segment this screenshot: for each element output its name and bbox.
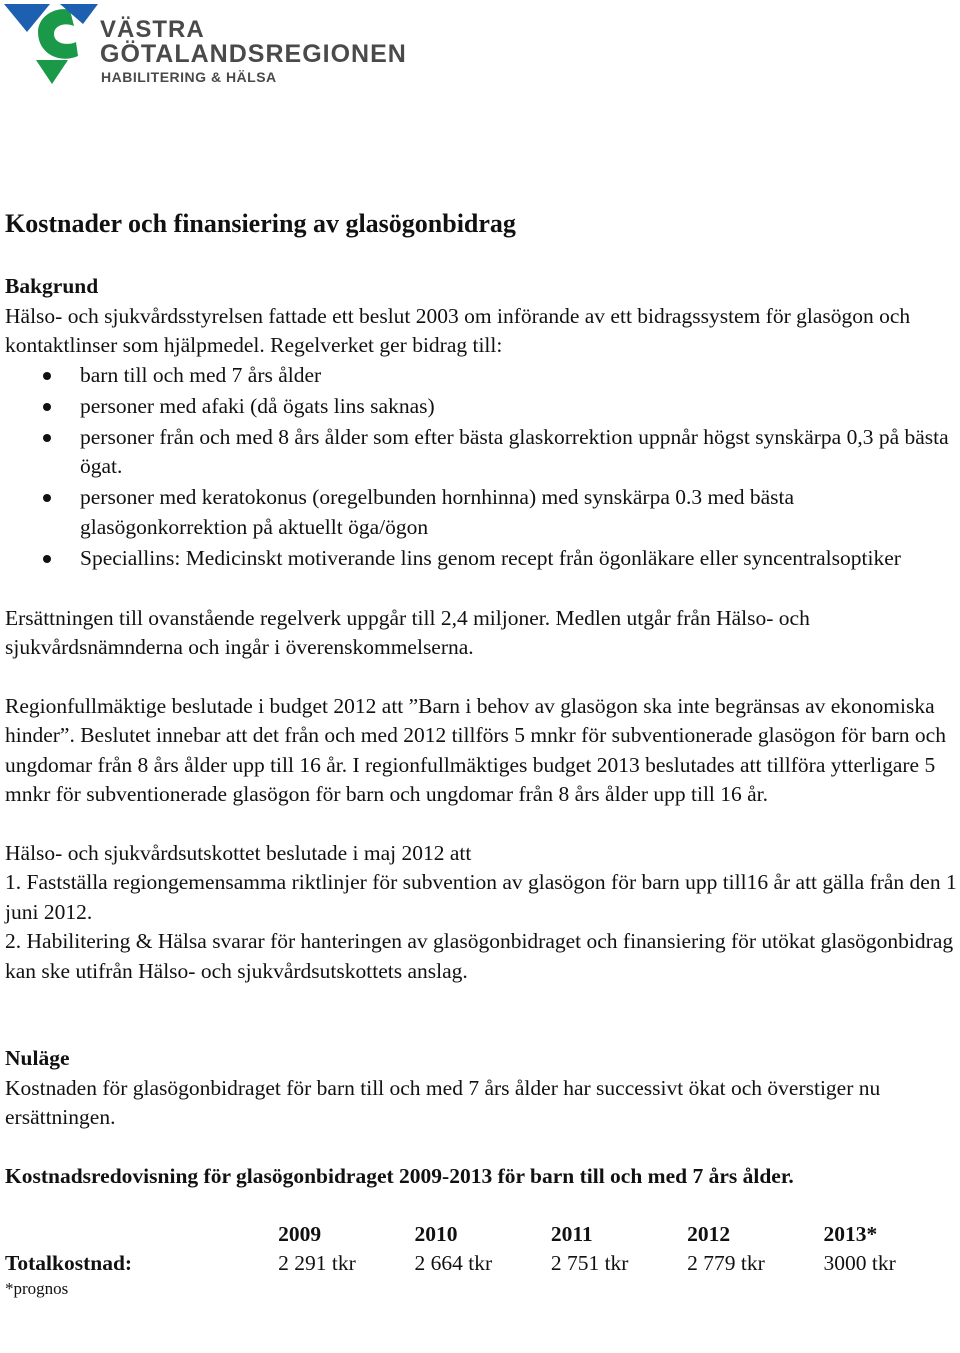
background-intro: Hälso- och sjukvårdsstyrelsen fattade ett beslut 2003 om införande av ett bidragssystem för glasögon och kontaktlinser som hjälpmedel. Regelverket ger bidrag till:	[5, 303, 911, 357]
table-cell: 2 751 tkr	[550, 1251, 629, 1275]
cost-report-heading: Kostnadsredovisning för glasögonbidraget 2009-2013 för barn till och med 7 års ålder.	[5, 1163, 794, 1188]
table-header-year: 2013*	[823, 1222, 878, 1246]
list-item: barn till och med 7 års ålder	[5, 361, 960, 391]
table-header-year: 2009	[278, 1222, 322, 1246]
bullet-icon	[43, 372, 51, 380]
compensation-paragraph: Ersättningen till ovanstående regelverk uppgår till 2,4 miljoner. Medlen utgår från Hälso- och sjukvårdsnämnderna och ingår i överenskommelserna.	[5, 605, 810, 659]
table-header-year: 2011	[550, 1222, 593, 1246]
table-cell: 3000 tkr	[823, 1251, 896, 1275]
list-item: personer med keratokonus (oregelbunden hornhinna) med synskärpa 0.3 med bästa glasögonkorrektion på aktuellt öga/ögon	[5, 483, 960, 542]
forecast-footnote: *prognos	[5, 1279, 69, 1298]
document-title: Kostnader och finansiering av glasögonbidrag	[5, 209, 516, 238]
bullet-icon	[43, 403, 51, 411]
logo-line-1: VÄSTRA	[100, 16, 205, 43]
committee-intro: Hälso- och sjukvårdsutskottet beslutade i maj 2012 att	[5, 840, 472, 865]
section-heading-background: Bakgrund	[5, 274, 99, 298]
bullet-icon	[43, 494, 51, 502]
eligibility-list	[5, 361, 960, 574]
committee-decision-1: 1. Fastställa regiongemensamma riktlinjer för subvention av glasögon för barn upp till16 år att gälla från den 1 juni 2012.	[5, 870, 957, 924]
current-status-text: Kostnaden för glasögonbidraget för barn till och med 7 års ålder har successivt ökat och överstiger nu ersättningen.	[5, 1075, 881, 1129]
bullet-icon	[43, 434, 51, 442]
table-row	[5, 1249, 960, 1278]
vgr-logo	[4, 2, 407, 92]
section-heading-current: Nuläge	[5, 1046, 70, 1070]
table-cell: 2 291 tkr	[278, 1251, 356, 1275]
cost-table	[5, 1220, 960, 1278]
table-cell: 2 779 tkr	[687, 1251, 765, 1275]
table-header-row	[5, 1220, 960, 1249]
list-item: personer från och med 8 års ålder som efter bästa glaskorrektion uppnår högst synskärpa 0,3 på bästa ögat.	[5, 423, 960, 482]
document-body	[5, 207, 960, 1300]
table-header-empty	[5, 1220, 278, 1249]
list-item: personer med afaki (då ögats lins saknas)	[5, 392, 960, 422]
vgr-logo-mark	[4, 2, 99, 87]
budget-paragraph: Regionfullmäktige beslutade i budget 2012 att ”Barn i behov av glasögon ska inte begränsas av ekonomiska hinder”. Beslutet innebar att det från och med 2012 tillförs 5 mnkr för subventionerade glasögon för barn och ungdomar från 8 års ålder upp till 16 år. I regionfullmäktiges budget 2013 beslutades att tillföra ytterligare 5 mnkr för subventionerade glasögon för barn och ungdomar från 8 års ålder upp till 16 år.	[5, 693, 946, 806]
bullet-icon	[43, 555, 51, 563]
list-item: Speciallins: Medicinskt motiverande lins genom recept från ögonläkare eller syncentralsoptiker	[5, 544, 960, 574]
logo-line-3: HABILITERING & HÄLSA	[101, 69, 277, 85]
row-label-total: Totalkostnad:	[5, 1251, 133, 1275]
table-header-year: 2012	[687, 1222, 731, 1246]
logo-line-2: GÖTALANDSREGIONEN	[100, 40, 407, 68]
table-header-year: 2010	[414, 1222, 458, 1246]
committee-decision-2: 2. Habilitering & Hälsa svarar för hanteringen av glasögonbidraget och finansiering för utökat glasögonbidrag kan ske utifrån Hälso- och sjukvårdsutskottets anslag.	[5, 929, 954, 983]
table-cell: 2 664 tkr	[414, 1251, 493, 1275]
